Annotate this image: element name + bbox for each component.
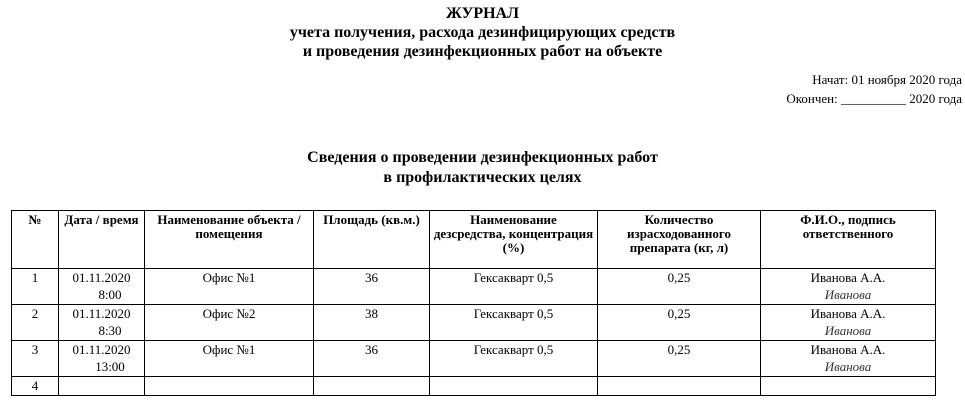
section-title xyxy=(0,148,965,188)
row-responsible xyxy=(761,269,936,305)
row-date: 01.11.2020 xyxy=(72,342,131,357)
start-date: Начат: 01 ноября 2020 года xyxy=(812,72,962,87)
row-number: 2 xyxy=(12,305,59,341)
row-responsible-name: Иванова А.А. xyxy=(810,306,886,321)
end-date: Окончен: __________ 2020 года xyxy=(786,91,962,106)
row-responsible xyxy=(761,377,936,396)
row-date-time xyxy=(59,377,145,396)
row-area: 36 xyxy=(314,341,430,377)
column-header-responsible: Ф.И.О., подпись ответственного xyxy=(761,211,936,269)
row-date-time xyxy=(59,305,145,341)
row-signature: Иванова xyxy=(824,287,872,302)
row-time: 13:00 xyxy=(95,359,125,374)
row-object xyxy=(145,377,314,396)
journal-subtitle-line-2: и проведения дезинфекционных работ на объекте xyxy=(302,43,663,60)
row-responsible-name: Иванова А.А. xyxy=(810,342,886,357)
section-title-line-1: Сведения о проведении дезинфекционных работ xyxy=(307,149,658,166)
disinfection-table xyxy=(11,210,936,396)
row-date-time xyxy=(59,341,145,377)
journal-title-block xyxy=(0,4,965,61)
journal-dates xyxy=(786,70,962,108)
row-object: Офис №2 xyxy=(145,305,314,341)
row-date: 01.11.2020 xyxy=(72,270,131,285)
row-signature: Иванова xyxy=(824,323,872,338)
table-header-row xyxy=(12,211,936,269)
row-amount xyxy=(598,377,761,396)
table-row xyxy=(12,377,936,396)
column-header-object: Наименование объекта / помещения xyxy=(145,211,314,269)
column-header-agent: Наименование дезсредства, концентрация (%) xyxy=(430,211,598,269)
row-area xyxy=(314,377,430,396)
row-responsible xyxy=(761,305,936,341)
row-signature: Иванова xyxy=(824,359,872,374)
column-header-date-time: Дата / время xyxy=(59,211,145,269)
row-date: 01.11.2020 xyxy=(72,306,131,321)
column-header-number: № xyxy=(12,211,59,269)
table-row xyxy=(12,305,936,341)
row-number: 1 xyxy=(12,269,59,305)
row-agent: Гексакварт 0,5 xyxy=(430,305,598,341)
table-row xyxy=(12,341,936,377)
row-object: Офис №1 xyxy=(145,269,314,305)
row-amount: 0,25 xyxy=(598,269,761,305)
row-responsible xyxy=(761,341,936,377)
row-object: Офис №1 xyxy=(145,341,314,377)
row-date-time xyxy=(59,269,145,305)
row-responsible-name: Иванова А.А. xyxy=(810,270,886,285)
row-agent: Гексакварт 0,5 xyxy=(430,341,598,377)
section-title-line-2: в профилактических целях xyxy=(383,169,582,186)
row-agent: Гексакварт 0,5 xyxy=(430,269,598,305)
row-amount: 0,25 xyxy=(598,305,761,341)
row-amount: 0,25 xyxy=(598,341,761,377)
column-header-amount: Количество израсходованного препарата (кг, л) xyxy=(598,211,761,269)
table-row xyxy=(12,269,936,305)
row-time: 8:30 xyxy=(98,323,122,338)
journal-subtitle-line-1: учета получения, расхода дезинфицирующих средств xyxy=(289,24,676,41)
row-number: 4 xyxy=(12,377,59,396)
row-number: 3 xyxy=(12,341,59,377)
journal-title: ЖУРНАЛ xyxy=(445,5,520,22)
row-time: 8:00 xyxy=(98,287,122,302)
column-header-area: Площадь (кв.м.) xyxy=(314,211,430,269)
row-area: 36 xyxy=(314,269,430,305)
row-area: 38 xyxy=(314,305,430,341)
row-agent xyxy=(430,377,598,396)
